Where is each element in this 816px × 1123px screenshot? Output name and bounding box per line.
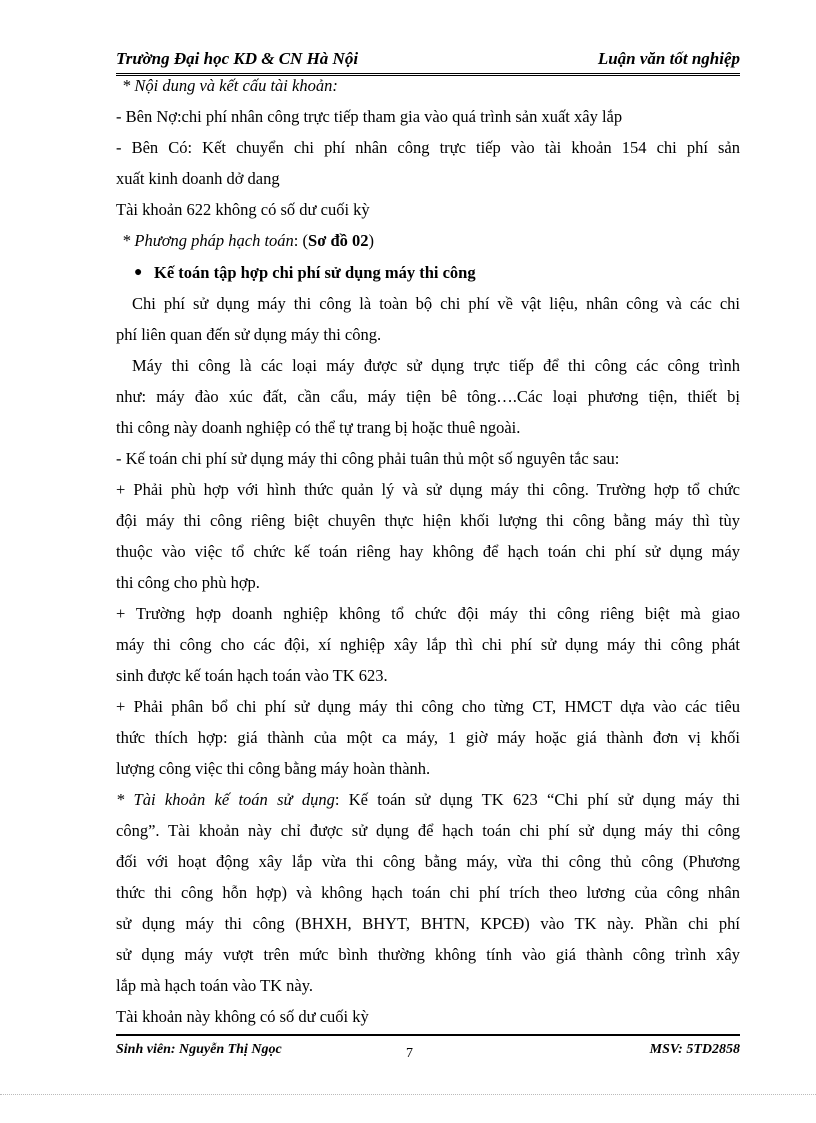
bullet-icon: ● — [134, 265, 143, 280]
text-line: * Nội dung và kết cấu tài khoản: — [122, 76, 338, 95]
text-line: + Phải phân bổ chi phí sử dụng máy thi công cho từng CT, HMCT dựa vào các tiêu — [116, 697, 740, 716]
text-line: Tài khoản này không có số dư cuối kỳ — [116, 1007, 369, 1026]
text-line: lượng công việc thi công bằng máy hoàn thành. — [116, 759, 431, 778]
text-line: sử dụng máy vượt trên mức bình thường không tính vào giá thành công trình xây — [116, 945, 740, 964]
header-doc-type: Luận văn tốt nghiệp — [597, 49, 740, 68]
page-header — [116, 47, 740, 76]
text-line — [116, 789, 740, 811]
text-line: đội máy thi công riêng biệt chuyên thực hiện khối lượng thi công bằng máy thì tùy — [116, 511, 740, 530]
text-line: + Phải phù hợp với hình thức quản lý và sử dụng máy thi công. Trường hợp tổ chức — [116, 480, 740, 499]
account-label: * Tài khoản kế toán sử dụng — [116, 790, 335, 809]
text-line: Tài khoản 622 không có số dư cuối kỳ — [116, 200, 370, 219]
text-line: thi công này doanh nghiệp có thể tự trang bị hoặc thuê ngoài. — [116, 418, 521, 437]
footer-student-id: MSV: 5TD2858 — [649, 1042, 740, 1057]
section-heading-text: Kế toán tập hợp chi phí sử dụng máy thi công — [154, 263, 476, 282]
text-line: máy thi công cho các đội, xí nghiệp xây lắp thì chi phí sử dụng máy thi công phát — [116, 635, 740, 654]
text-line: thức thi công hỗn hợp) và không hạch toán chi phí trích theo lương của công nhân — [116, 883, 740, 902]
method-close: ) — [368, 231, 375, 250]
footer-student: Sinh viên: Nguyễn Thị Ngọc — [116, 1042, 282, 1057]
text-line: Máy thi công là các loại máy được sử dụng trực tiếp để thi công các công trình — [132, 356, 740, 375]
text-line: + Trường hợp doanh nghiệp không tổ chức đội máy thi công riêng biệt mà giao — [116, 604, 740, 623]
diagram-ref: Sơ đồ 02 — [308, 231, 369, 250]
text-line: Chi phí sử dụng máy thi công là toàn bộ chi phí về vật liệu, nhân công và các chi — [132, 294, 740, 313]
header-university: Trường Đại học KD & CN Hà Nội — [116, 49, 359, 68]
account-text: : Kế toán sử dụng TK 623 “Chi phí sử dụng máy thi — [334, 790, 740, 809]
method-label: * Phương pháp hạch toán — [122, 231, 294, 250]
text-line: sinh được kế toán hạch toán vào TK 623. — [116, 666, 388, 685]
text-line: xuất kinh doanh dở dang — [116, 169, 280, 188]
text-line: thi công cho phù hợp. — [116, 573, 260, 592]
text-line: thuộc vào việc tổ chức kế toán riêng hay không để hạch toán chi phí sử dụng máy — [116, 542, 740, 561]
text-line: công”. Tài khoản này chỉ được sử dụng để hạch toán chi phí sử dụng máy thi công — [116, 821, 740, 840]
page-footer — [116, 1034, 740, 1066]
text-line: - Bên Nợ:chi phí nhân công trực tiếp tham gia vào quá trình sản xuất xây lắp — [116, 107, 623, 126]
text-line: phí liên quan đến sử dụng máy thi công. — [116, 325, 382, 344]
text-line: lắp mà hạch toán vào TK này. — [116, 976, 314, 995]
text-line: sử dụng máy thi công (BHXH, BHYT, BHTN, KPCĐ) vào TK này. Phần chi phí — [116, 914, 740, 933]
method-sep: : ( — [293, 231, 309, 250]
page-bottom-divider — [0, 1094, 816, 1095]
text-line — [122, 230, 746, 252]
page-number: 7 — [406, 1046, 413, 1061]
text-line: thức thích hợp: giá thành của một ca máy, 1 giờ máy hoặc giá thành đơn vị khối — [116, 728, 740, 747]
text-line: như: máy đào xúc đất, cần cẩu, máy tiện bê tông….Các loại phương tiện, thiết bị — [116, 387, 740, 406]
text-line: - Bên Có: Kết chuyển chi phí nhân công trực tiếp vào tài khoản 154 chi phí sản — [116, 138, 740, 157]
text-line: - Kế toán chi phí sử dụng máy thi công phải tuân thủ một số nguyên tắc sau: — [116, 449, 620, 468]
text-line: đối với hoạt động xây lắp vừa thi công bằng máy, vừa thi công thủ công (Phương — [116, 852, 740, 871]
